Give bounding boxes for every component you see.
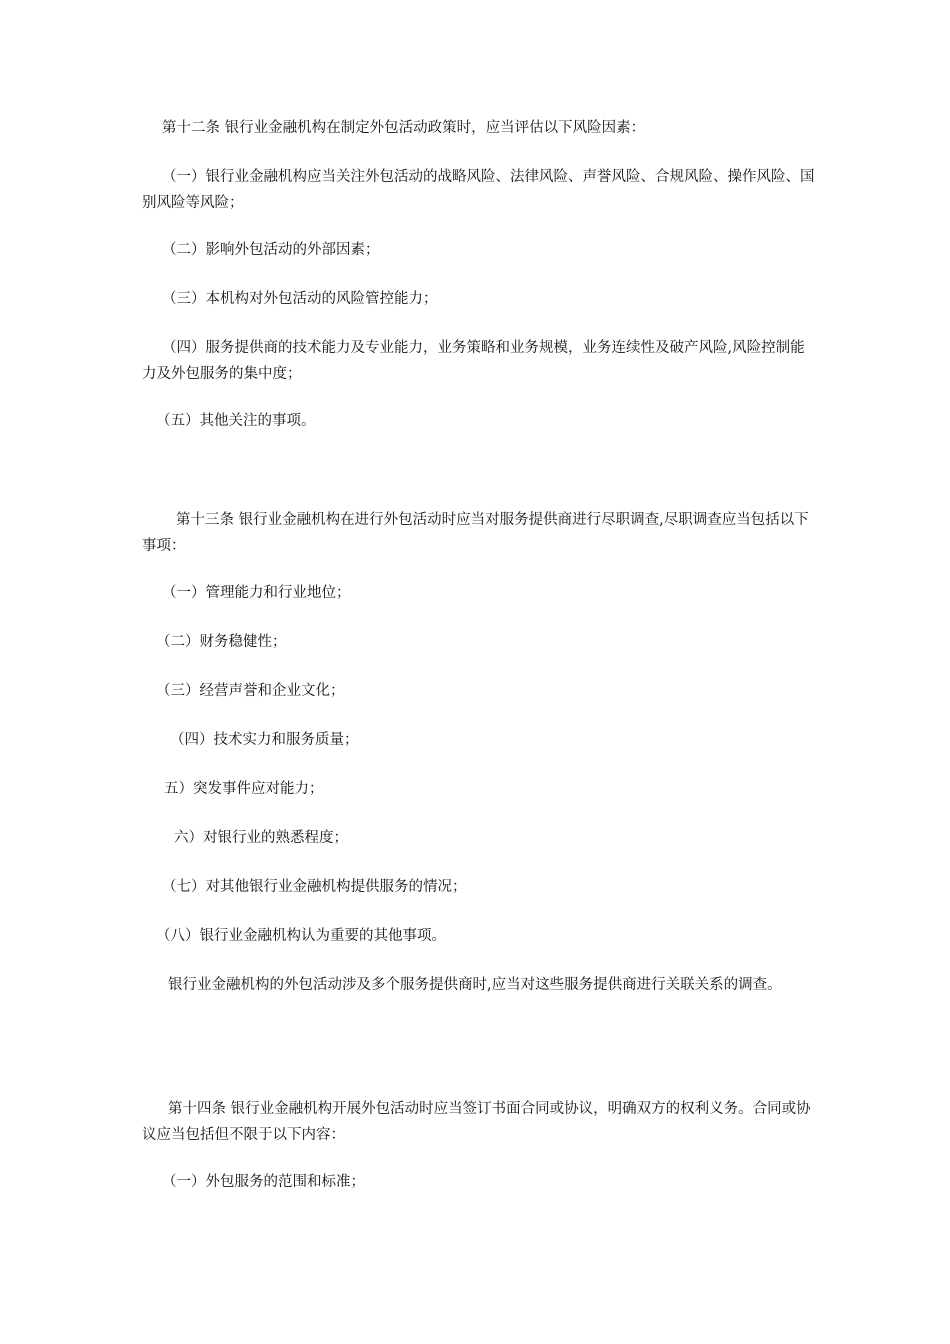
article-12-item-1: （一）银行业金融机构应当关注外包活动的战略风险、法律风险、声誉风险、合规风险、操作风险、国别风险等风险； — [142, 169, 815, 211]
article-13-item-4: （四）技术实力和服务质量； — [170, 732, 359, 748]
article-14-heading: 第十四条 银行业金融机构开展外包活动时应当签订书面合同或协议，明确双方的权利义务。合同或协议应当包括但不限于以下内容： — [142, 1101, 811, 1143]
article-13-item-6: 六）对银行业的熟悉程度； — [174, 830, 348, 846]
article-14-item-1: （一）外包服务的范围和标准； — [162, 1174, 365, 1190]
article-12-item-4: （四）服务提供商的技术能力及专业能力，业务策略和业务规模，业务连续性及破产风险,风险控制能力及外包服务的集中度； — [142, 340, 805, 382]
article-12-heading: 第十二条 银行业金融机构在制定外包活动政策时，应当评估以下风险因素： — [162, 120, 646, 136]
article-13-item-1: （一）管理能力和行业地位； — [162, 585, 351, 601]
article-12-item-5: （五）其他关注的事项。 — [156, 413, 316, 429]
article-13-item-5: 五）突发事件应对能力； — [164, 781, 324, 797]
article-13-item-8: （八）银行业金融机构认为重要的其他事项。 — [156, 928, 446, 944]
article-13-heading: 第十三条 银行业金融机构在进行外包活动时应当对服务提供商进行尽职调查,尽职调查应当包括以下事项： — [142, 512, 809, 554]
article-13-item-7: （七）对其他银行业金融机构提供服务的情况； — [162, 879, 467, 895]
article-13-note: 银行业金融机构的外包活动涉及多个服务提供商时,应当对这些服务提供商进行关联关系的调查。 — [168, 977, 782, 993]
article-13-item-2: （二）财务稳健性； — [156, 634, 287, 650]
article-12-item-2: （二）影响外包活动的外部因素； — [162, 242, 380, 258]
article-12-item-3: （三）本机构对外包活动的风险管控能力； — [162, 291, 438, 307]
article-13-item-3: （三）经营声誉和企业文化； — [156, 683, 345, 699]
